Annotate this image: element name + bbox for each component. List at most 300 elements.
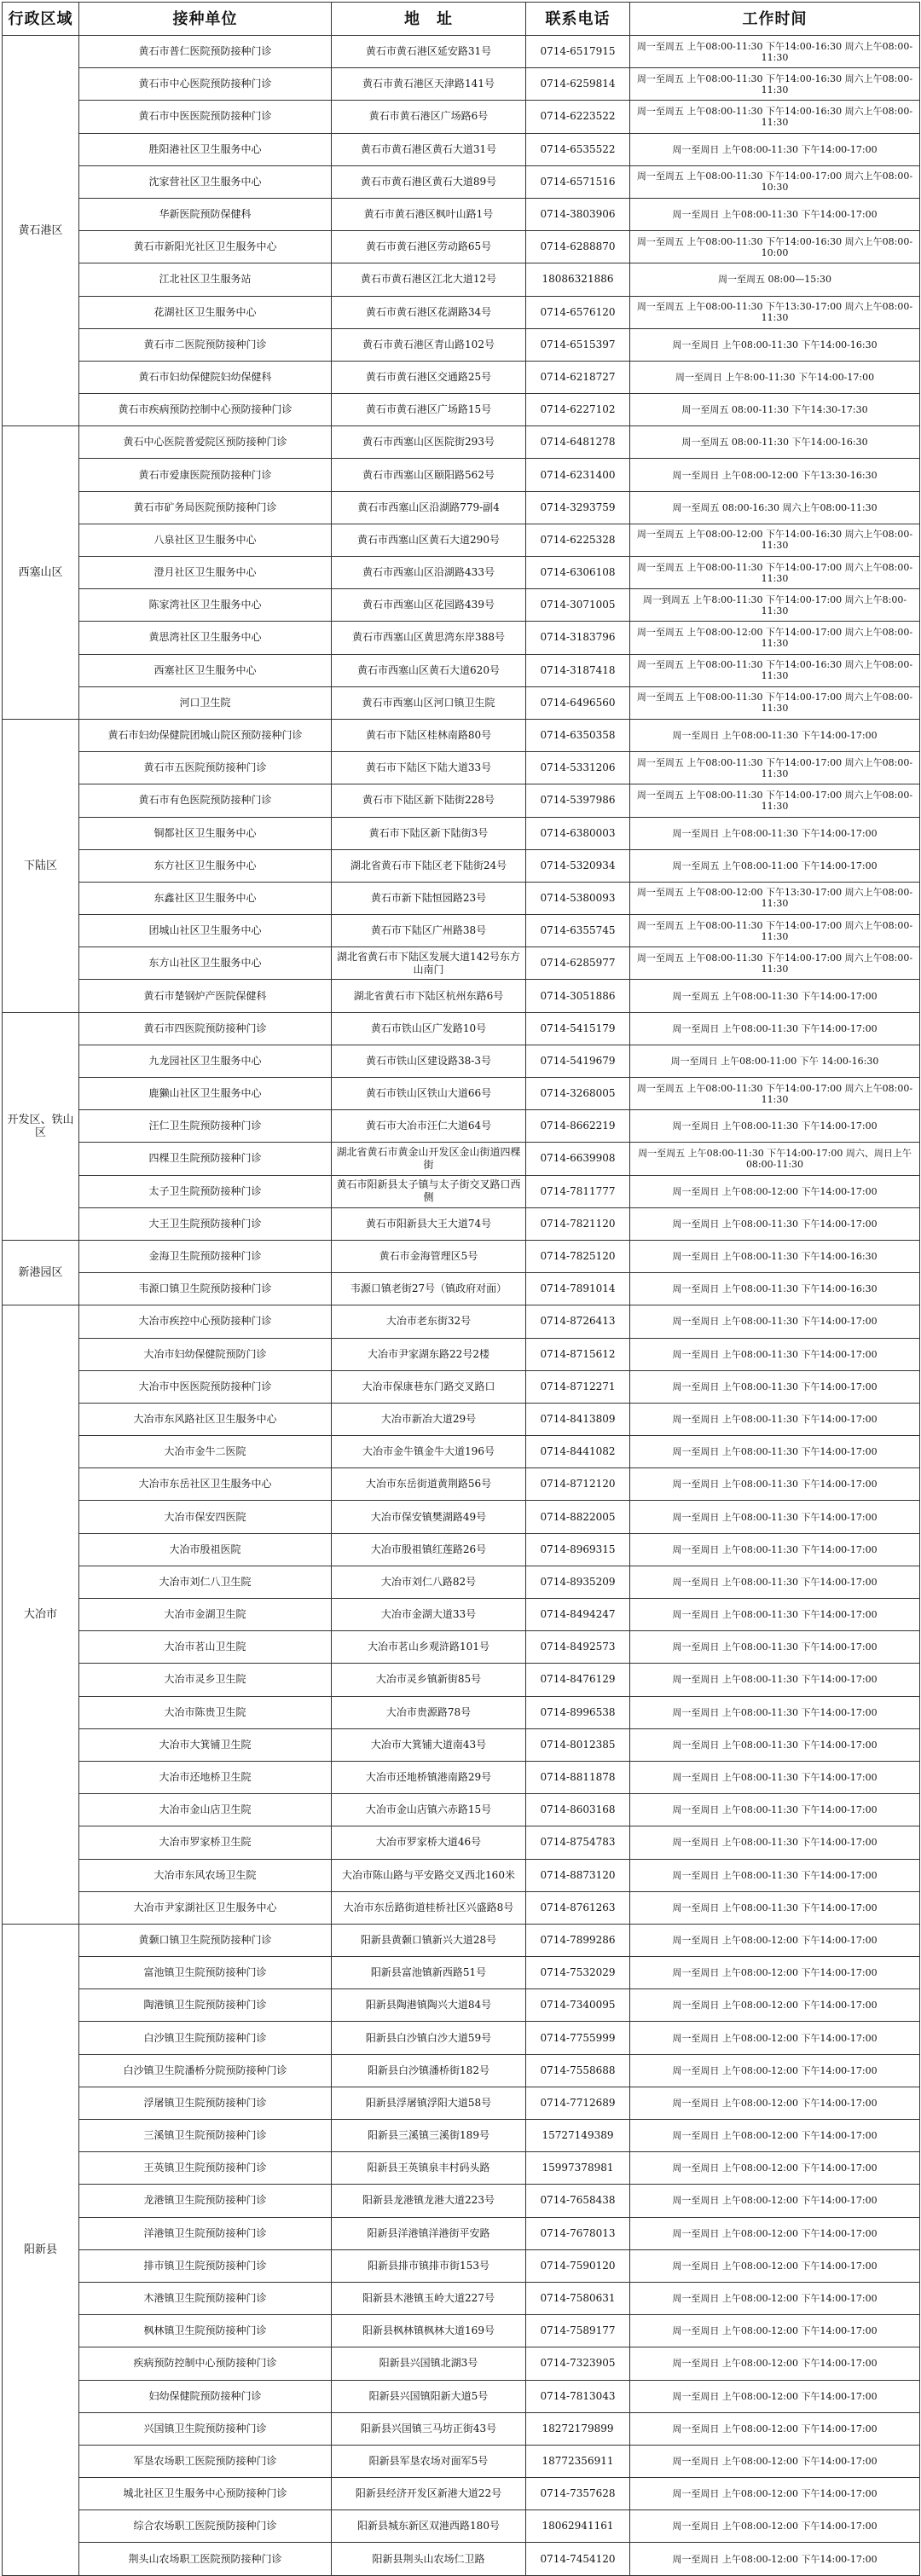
- table-row: [3, 2185, 920, 2217]
- phone-cell: 18772356911: [526, 2445, 630, 2477]
- table-row: [3, 947, 920, 980]
- unit-cell: 东方山社区卫生服务中心: [79, 947, 332, 980]
- hours-cell: 周一至周五 上午08:00-11:30 下午14:00-16:30 周六上午08:00-10:00: [630, 231, 920, 263]
- phone-cell: 0714-6639908: [526, 1143, 630, 1175]
- phone-cell: 0714-8873120: [526, 1859, 630, 1891]
- table-row: [3, 1370, 920, 1403]
- hours-cell: 周一至周日 上午08:00-12:00 下午14:00-17:00: [630, 2087, 920, 2119]
- hours-cell: 周一至周五 上午08:00-12:00 下午14:00-16:30 周六上午08:00-11:30: [630, 524, 920, 556]
- table-row: [3, 1012, 920, 1045]
- address-cell: 黄石市大冶市汪仁大道64号: [332, 1110, 526, 1143]
- table-row: [3, 784, 920, 817]
- hours-cell: 周一至周日 上午08:00-11:30 下午14:00-17:00: [630, 1501, 920, 1533]
- address-cell: 黄石市铁山区建设路38-3号: [332, 1045, 526, 1077]
- phone-cell: 0714-6285977: [526, 947, 630, 980]
- phone-cell: 0714-8996538: [526, 1696, 630, 1728]
- phone-cell: 0714-8476129: [526, 1664, 630, 1696]
- district-cell: 新港园区: [3, 1240, 79, 1305]
- phone-cell: 0714-5415179: [526, 1012, 630, 1045]
- table-row: [3, 133, 920, 165]
- hours-cell: 周一至周五 上午08:00-11:30 下午14:00-16:30 周六上午08:00-11:30: [630, 36, 920, 68]
- unit-cell: 排市镇卫生院预防接种门诊: [79, 2249, 332, 2282]
- phone-cell: 0714-8811878: [526, 1761, 630, 1793]
- unit-cell: 大王卫生院预防接种门诊: [79, 1207, 332, 1240]
- table-row: [3, 719, 920, 751]
- table-row: [3, 1436, 920, 1468]
- unit-cell: 大冶市东风路社区卫生服务中心: [79, 1403, 332, 1435]
- phone-cell: 0714-8969315: [526, 1533, 630, 1566]
- phone-cell: 0714-3183796: [526, 622, 630, 654]
- address-cell: 阳新县城东新区双港西路180号: [332, 2510, 526, 2543]
- unit-cell: 江北社区卫生服务站: [79, 263, 332, 296]
- address-cell: 韦源口镇老街27号（镇政府对面）: [332, 1273, 526, 1305]
- hours-cell: 周一至周五 上午08:00-11:30 下午14:00-17:00 周六上午08:00-11:30: [630, 557, 920, 589]
- table-row: [3, 1859, 920, 1891]
- address-cell: 黄石市西塞山区医院街293号: [332, 426, 526, 459]
- hours-cell: 周一至周五 上午08:00-12:00 下午13:30-17:00 周六上午08:00-11:30: [630, 882, 920, 914]
- table-row: [3, 1110, 920, 1143]
- address-cell: 阳新县陶港镇陶兴大道84号: [332, 1989, 526, 2022]
- hours-cell: 周一至周五 上午08:00-11:30 下午14:00-17:00 周六上午08:00-11:30: [630, 784, 920, 817]
- unit-cell: 大冶市疾控中心预防接种门诊: [79, 1305, 332, 1338]
- hours-cell: 周一至周日 上午08:00-11:00 下午 14:00-16:30: [630, 1045, 920, 1077]
- table-row: [3, 1826, 920, 1859]
- unit-cell: 黄石市疾病预防控制中心预防接种门诊: [79, 394, 332, 426]
- hours-cell: 周一至周日 上午08:00-11:30 下午14:00-17:00: [630, 1207, 920, 1240]
- hours-cell: 周一至周日 上午08:00-11:30 下午14:00-16:30: [630, 328, 920, 361]
- unit-cell: 汪仁卫生院预防接种门诊: [79, 1110, 332, 1143]
- hours-cell: 周一至周日 上午08:00-11:30 下午14:00-17:00: [630, 1631, 920, 1664]
- unit-cell: 军垦农场职工医院预防接种门诊: [79, 2445, 332, 2477]
- address-cell: 阳新县王英镇泉丰村码头路: [332, 2152, 526, 2185]
- phone-cell: 0714-7712689: [526, 2087, 630, 2119]
- unit-cell: 黄石市五医院预防接种门诊: [79, 752, 332, 784]
- phone-cell: 0714-6231400: [526, 459, 630, 491]
- hours-cell: 周一至周日 上午08:00-12:00 下午14:00-17:00: [630, 2445, 920, 2477]
- hours-cell: 周一到周五 上午8:00-11:30 下午14:00-17:00 周六上午8:00-11:30: [630, 589, 920, 622]
- address-cell: 阳新县三溪镇三溪街189号: [332, 2120, 526, 2152]
- address-cell: 黄石市西塞山区黄石大道620号: [332, 654, 526, 686]
- unit-cell: 大冶市东岳社区卫生服务中心: [79, 1468, 332, 1501]
- phone-cell: 0714-3803906: [526, 198, 630, 230]
- table-row: [3, 849, 920, 882]
- unit-cell: 花湖社区卫生服务中心: [79, 296, 332, 328]
- phone-cell: 0714-8441082: [526, 1436, 630, 1468]
- address-cell: 阳新县龙港镇龙港大道223号: [332, 2185, 526, 2217]
- address-cell: 大冶市金牛镇金牛大道196号: [332, 1436, 526, 1468]
- hours-cell: 周一至周日 上午08:00-12:00 下午14:00-17:00: [630, 2217, 920, 2249]
- phone-cell: 0714-3268005: [526, 1078, 630, 1110]
- address-cell: 黄石市黄石港区花湖路34号: [332, 296, 526, 328]
- hours-cell: 周一至周五 08:00-16:30 周六上午08:00-11:30: [630, 491, 920, 524]
- address-cell: 大冶市金山店镇六赤路15号: [332, 1794, 526, 1826]
- phone-cell: 0714-7821120: [526, 1207, 630, 1240]
- unit-cell: 澄月社区卫生服务中心: [79, 557, 332, 589]
- address-cell: 阳新县白沙镇潘桥街182号: [332, 2054, 526, 2087]
- hours-cell: 周一至周日 上午08:00-11:30 下午14:00-17:00: [630, 1566, 920, 1598]
- unit-cell: 浮屠镇卫生院预防接种门诊: [79, 2087, 332, 2119]
- phone-cell: 0714-7755999: [526, 2022, 630, 2054]
- address-cell: 大冶市东岳街道黄荆路56号: [332, 1468, 526, 1501]
- unit-cell: 大冶市尹家湖社区卫生服务中心: [79, 1891, 332, 1924]
- table-row: [3, 394, 920, 426]
- unit-cell: 大冶市金牛二医院: [79, 1436, 332, 1468]
- phone-cell: 15727149389: [526, 2120, 630, 2152]
- table-row: [3, 1273, 920, 1305]
- header-row: [3, 3, 920, 36]
- table-row: [3, 1468, 920, 1501]
- address-cell: 黄石市西塞山区黄石大道290号: [332, 524, 526, 556]
- address-cell: 大冶市老东街32号: [332, 1305, 526, 1338]
- unit-cell: 团城山社区卫生服务中心: [79, 915, 332, 947]
- hours-cell: 周一至周日 上午08:00-12:00 下午14:00-17:00: [630, 2249, 920, 2282]
- unit-cell: 大冶市殷祖医院: [79, 1533, 332, 1566]
- table-row: [3, 198, 920, 230]
- unit-cell: 大冶市大箕铺卫生院: [79, 1728, 332, 1761]
- unit-cell: 黄石中心医院普爱院区预防接种门诊: [79, 426, 332, 459]
- hours-cell: 周一至周日 上午08:00-11:30 下午14:00-17:00: [630, 1891, 920, 1924]
- table-header: [3, 3, 920, 36]
- address-cell: 大冶市新冶大道29号: [332, 1403, 526, 1435]
- hours-cell: 周一至周日 上午08:00-12:00 下午14:00-17:00: [630, 2054, 920, 2087]
- table-row: [3, 2543, 920, 2575]
- address-cell: 黄石市西塞山区沿湖路433号: [332, 557, 526, 589]
- table-row: [3, 1566, 920, 1598]
- unit-cell: 荆头山农场职工医院预防接种门诊: [79, 2543, 332, 2575]
- table-row: [3, 1696, 920, 1728]
- table-row: [3, 36, 920, 68]
- phone-cell: 0714-7811777: [526, 1175, 630, 1207]
- phone-cell: 0714-5331206: [526, 752, 630, 784]
- unit-cell: 妇幼保健院预防接种门诊: [79, 2380, 332, 2412]
- phone-cell: 0714-8761263: [526, 1891, 630, 1924]
- hours-cell: 周一至周日 上午08:00-11:30 下午14:00-17:00: [630, 1533, 920, 1566]
- table-row: [3, 2120, 920, 2152]
- table-row: [3, 2022, 920, 2054]
- table-row: [3, 1078, 920, 1110]
- phone-cell: 0714-6380003: [526, 817, 630, 849]
- phone-cell: 0714-6259814: [526, 68, 630, 101]
- address-cell: 黄石市铁山区广发路10号: [332, 1012, 526, 1045]
- address-cell: 阳新县富池镇新西路51号: [332, 1957, 526, 1989]
- hours-cell: 周一至周日 上午08:00-12:00 下午14:00-17:00: [630, 2412, 920, 2445]
- table-row: [3, 1143, 920, 1175]
- address-cell: 黄石市黄石港区劳动路65号: [332, 231, 526, 263]
- table-row: [3, 361, 920, 393]
- unit-cell: 黄石市普仁医院预防接种门诊: [79, 36, 332, 68]
- address-cell: 大冶市陈山路与平安路交叉西北160米: [332, 1859, 526, 1891]
- hours-cell: 周一至周日 上午08:00-12:00 下午14:00-17:00: [630, 2380, 920, 2412]
- phone-cell: 0714-7678013: [526, 2217, 630, 2249]
- address-cell: 黄石市下陆区新下陆街3号: [332, 817, 526, 849]
- hours-cell: 周一至周日 上午08:00-12:00 下午14:00-17:00: [630, 1989, 920, 2022]
- address-cell: 大冶市还地桥镇港南路29号: [332, 1761, 526, 1793]
- hours-cell: 周一至周五 上午08:00-11:30 下午13:30-17:00 周六上午08:00-11:30: [630, 296, 920, 328]
- address-cell: 黄石市黄石港区枫叶山路1号: [332, 198, 526, 230]
- phone-cell: 0714-7891014: [526, 1273, 630, 1305]
- hours-cell: 周一至周日 上午08:00-12:00 下午14:00-17:00: [630, 2022, 920, 2054]
- phone-cell: 0714-7589177: [526, 2315, 630, 2347]
- header-address: 地 址: [332, 3, 526, 36]
- phone-cell: 0714-3071005: [526, 589, 630, 622]
- table-row: [3, 1631, 920, 1664]
- address-cell: 大冶市大箕铺大道南43号: [332, 1728, 526, 1761]
- unit-cell: 沈家营社区卫生服务中心: [79, 165, 332, 198]
- unit-cell: 西塞社区卫生服务中心: [79, 654, 332, 686]
- table-row: [3, 101, 920, 133]
- table-row: [3, 2445, 920, 2477]
- hours-cell: 周一至周日 上午08:00-11:30 下午14:00-17:00: [630, 1728, 920, 1761]
- unit-cell: 洋港镇卫生院预防接种门诊: [79, 2217, 332, 2249]
- unit-cell: 太子卫生院预防接种门诊: [79, 1175, 332, 1207]
- table-row: [3, 1338, 920, 1370]
- phone-cell: 0714-8726413: [526, 1305, 630, 1338]
- table-row: [3, 2315, 920, 2347]
- table-row: [3, 1533, 920, 1566]
- unit-cell: 富池镇卫生院预防接种门诊: [79, 1957, 332, 1989]
- unit-cell: 大冶市金湖卫生院: [79, 1599, 332, 1631]
- unit-cell: 大冶市刘仁八卫生院: [79, 1566, 332, 1598]
- phone-cell: 18272179899: [526, 2412, 630, 2445]
- district-cell: 开发区、铁山区: [3, 1012, 79, 1240]
- hours-cell: 周一至周日 上午08:00-11:30 下午14:00-17:00: [630, 1110, 920, 1143]
- table-row: [3, 1761, 920, 1793]
- hours-cell: 周一至周日 上午08:00-11:30 下午14:00-17:00: [630, 1370, 920, 1403]
- table-row: [3, 1664, 920, 1696]
- phone-cell: 0714-8754783: [526, 1826, 630, 1859]
- address-cell: 黄石市西塞山区黄思湾东岸388号: [332, 622, 526, 654]
- table-row: [3, 817, 920, 849]
- table-row: [3, 1175, 920, 1207]
- address-cell: 黄石市阳新县太子镇与太子街交叉路口西侧: [332, 1175, 526, 1207]
- address-cell: 阳新县军垦农场对面军5号: [332, 2445, 526, 2477]
- table-row: [3, 980, 920, 1012]
- unit-cell: 鹿獭山社区卫生服务中心: [79, 1078, 332, 1110]
- phone-cell: 0714-8413809: [526, 1403, 630, 1435]
- phone-cell: 0714-7558688: [526, 2054, 630, 2087]
- table-row: [3, 2347, 920, 2380]
- table-row: [3, 165, 920, 198]
- address-cell: 湖北省黄石市下陆区发展大道142号东方山南门: [332, 947, 526, 980]
- hours-cell: 周一至周日 上午08:00-11:30 下午14:00-16:30: [630, 1273, 920, 1305]
- table-row: [3, 296, 920, 328]
- unit-cell: 铜都社区卫生服务中心: [79, 817, 332, 849]
- unit-cell: 黄石市妇幼保健院团城山院区预防接种门诊: [79, 719, 332, 751]
- header-hours: 工作时间: [630, 3, 920, 36]
- address-cell: 湖北省黄石市下陆区杭州东路6号: [332, 980, 526, 1012]
- unit-cell: 黄石市新阳光社区卫生服务中心: [79, 231, 332, 263]
- address-cell: 大冶市保康巷东门路交叉路口: [332, 1370, 526, 1403]
- unit-cell: 综合农场职工医院预防接种门诊: [79, 2510, 332, 2543]
- hours-cell: 周一至周日 上午08:00-11:30 下午14:00-17:00: [630, 1403, 920, 1435]
- table-row: [3, 1599, 920, 1631]
- table-row: [3, 2087, 920, 2119]
- hours-cell: 周一至周五 上午08:00-11:30 下午14:00-17:00 周六、周日上午08:00-11:30: [630, 1143, 920, 1175]
- hours-cell: 周一至周五 上午08:00-12:00 下午14:00-17:00 周六上午08:00-11:30: [630, 622, 920, 654]
- phone-cell: 0714-6517915: [526, 36, 630, 68]
- phone-cell: 0714-6535522: [526, 133, 630, 165]
- address-cell: 黄石市西塞山区河口镇卫生院: [332, 686, 526, 719]
- hours-cell: 周一至周五 08:00-11:30 下午14:30-17:30: [630, 394, 920, 426]
- unit-cell: 河口卫生院: [79, 686, 332, 719]
- address-cell: 阳新县排市镇排市街153号: [332, 2249, 526, 2282]
- phone-cell: 0714-8712271: [526, 1370, 630, 1403]
- table-row: [3, 1045, 920, 1077]
- table-row: [3, 491, 920, 524]
- address-cell: 黄石市黄石港区延安路31号: [332, 36, 526, 68]
- hours-cell: 周一至周日 上午08:00-12:00 下午14:00-17:00: [630, 2152, 920, 2185]
- address-cell: 大冶市罗家桥大道46号: [332, 1826, 526, 1859]
- phone-cell: 0714-6481278: [526, 426, 630, 459]
- phone-cell: 0714-7813043: [526, 2380, 630, 2412]
- hours-cell: 周一至周日 上午08:00-12:00 下午14:00-17:00: [630, 2120, 920, 2152]
- unit-cell: 大冶市罗家桥卫生院: [79, 1826, 332, 1859]
- phone-cell: 0714-8822005: [526, 1501, 630, 1533]
- district-cell: 西塞山区: [3, 426, 79, 720]
- hours-cell: 周一至周日 上午8:00-11:30 下午14:00-17:00: [630, 361, 920, 393]
- address-cell: 黄石市西塞山区沿湖路779-副4: [332, 491, 526, 524]
- table-row: [3, 231, 920, 263]
- address-cell: 大冶市灵乡镇新街85号: [332, 1664, 526, 1696]
- unit-cell: 黄思湾社区卫生服务中心: [79, 622, 332, 654]
- hours-cell: 周一至周五 上午08:00-11:30 下午14:00-17:00 周六上午08:00-11:30: [630, 947, 920, 980]
- table-row: [3, 654, 920, 686]
- address-cell: 黄石市下陆区新下陆街228号: [332, 784, 526, 817]
- address-cell: 黄石市黄石港区交通路25号: [332, 361, 526, 393]
- address-cell: 阳新县经济开发区新港大道22号: [332, 2478, 526, 2510]
- unit-cell: 黄石市楚钢炉产医院保健科: [79, 980, 332, 1012]
- address-cell: 大冶市贵源路78号: [332, 1696, 526, 1728]
- address-cell: 黄石市黄石港区黄石大道31号: [332, 133, 526, 165]
- phone-cell: 0714-6355745: [526, 915, 630, 947]
- table-body: [3, 36, 920, 2576]
- unit-cell: 韦源口镇卫生院预防接种门诊: [79, 1273, 332, 1305]
- address-cell: 黄石市西塞山区颐阳路562号: [332, 459, 526, 491]
- unit-cell: 疾病预防控制中心预防接种门诊: [79, 2347, 332, 2380]
- address-cell: 黄石市黄石港区黄石大道89号: [332, 165, 526, 198]
- hours-cell: 周一至周五 上午08:00-11:30 下午14:00-17:00 周六上午08:00-11:30: [630, 915, 920, 947]
- table-row: [3, 1891, 920, 1924]
- address-cell: 阳新县黄颡口镇新兴大道28号: [332, 1924, 526, 1956]
- address-cell: 黄石市下陆区桂林南路80号: [332, 719, 526, 751]
- unit-cell: 白沙镇卫生院预防接种门诊: [79, 2022, 332, 2054]
- phone-cell: 0714-8492573: [526, 1631, 630, 1664]
- phone-cell: 0714-6227102: [526, 394, 630, 426]
- table-row: [3, 2412, 920, 2445]
- district-cell: 下陆区: [3, 719, 79, 1012]
- table-row: [3, 426, 920, 459]
- unit-cell: 黄石市有色医院预防接种门诊: [79, 784, 332, 817]
- phone-cell: 0714-8712120: [526, 1468, 630, 1501]
- hours-cell: 周一至周五 08:00-11:30 下午14:00-16:30: [630, 426, 920, 459]
- address-cell: 黄石市黄石港区江北大道12号: [332, 263, 526, 296]
- table-row: [3, 459, 920, 491]
- phone-cell: 0714-6571516: [526, 165, 630, 198]
- hours-cell: 周一至周日 上午08:00-12:00 下午14:00-17:00: [630, 2510, 920, 2543]
- phone-cell: 0714-5380093: [526, 882, 630, 914]
- hours-cell: 周一至周五 上午08:00-11:30 下午14:00-16:30 周六上午08:00-11:30: [630, 68, 920, 101]
- table-row: [3, 2380, 920, 2412]
- phone-cell: 0714-6306108: [526, 557, 630, 589]
- hours-cell: 周一至周五 上午08:00-11:30 下午14:00-17:00 周六上午08:00-11:30: [630, 686, 920, 719]
- hours-cell: 周一至周日 上午08:00-11:30 下午14:00-17:00: [630, 1826, 920, 1859]
- hours-cell: 周一至周五 08:00—15:30: [630, 263, 920, 296]
- hours-cell: 周一至周日 上午08:00-11:30 下午14:00-17:00: [630, 1468, 920, 1501]
- unit-cell: 陶港镇卫生院预防接种门诊: [79, 1989, 332, 2022]
- unit-cell: 九龙园社区卫生服务中心: [79, 1045, 332, 1077]
- table-row: [3, 68, 920, 101]
- phone-cell: 0714-7590120: [526, 2249, 630, 2282]
- phone-cell: 0714-5419679: [526, 1045, 630, 1077]
- address-cell: 阳新县兴国镇阳新大道5号: [332, 2380, 526, 2412]
- phone-cell: 0714-6225328: [526, 524, 630, 556]
- district-cell: 大冶市: [3, 1305, 79, 1925]
- hours-cell: 周一至周日 上午08:00-11:30 下午14:00-17:00: [630, 1696, 920, 1728]
- unit-cell: 八泉社区卫生服务中心: [79, 524, 332, 556]
- hours-cell: 周一至周五 上午08:00-11:30 下午14:00-16:30 周六上午08:00-11:30: [630, 654, 920, 686]
- hours-cell: 周一至周五 上午08:00-11:00 下午14:00-17:00: [630, 849, 920, 882]
- address-cell: 阳新县浮屠镇浮阳大道58号: [332, 2087, 526, 2119]
- phone-cell: 18086321886: [526, 263, 630, 296]
- table-row: [3, 915, 920, 947]
- phone-cell: 0714-8935209: [526, 1566, 630, 1598]
- table-row: [3, 1240, 920, 1272]
- phone-cell: 0714-7899286: [526, 1924, 630, 1956]
- hours-cell: 周一至周日 上午08:00-11:30 下午14:00-17:00: [630, 719, 920, 751]
- table-row: [3, 2282, 920, 2314]
- unit-cell: 大冶市金山店卫生院: [79, 1794, 332, 1826]
- unit-cell: 黄石市中医医院预防接种门诊: [79, 101, 332, 133]
- hours-cell: 周一至周日 上午08:00-11:30 下午14:00-17:00: [630, 1664, 920, 1696]
- address-cell: 黄石市黄石港区广场路6号: [332, 101, 526, 133]
- unit-cell: 枫林镇卫生院预防接种门诊: [79, 2315, 332, 2347]
- unit-cell: 黄石市中心医院预防接种门诊: [79, 68, 332, 101]
- table-row: [3, 2152, 920, 2185]
- address-cell: 黄石市西塞山区花园路439号: [332, 589, 526, 622]
- address-cell: 黄石市下陆区下陆大道33号: [332, 752, 526, 784]
- table-row: [3, 752, 920, 784]
- table-row: [3, 1989, 920, 2022]
- unit-cell: 木港镇卫生院预防接种门诊: [79, 2282, 332, 2314]
- phone-cell: 0714-8012385: [526, 1728, 630, 1761]
- hours-cell: 周一至周日 上午08:00-12:00 下午14:00-17:00: [630, 1957, 920, 1989]
- hours-cell: 周一至周日 上午08:00-11:30 下午14:00-17:00: [630, 1305, 920, 1338]
- hours-cell: 周一至周日 上午08:00-12:00 下午14:00-17:00: [630, 2478, 920, 2510]
- unit-cell: 黄石市妇幼保健院妇幼保健科: [79, 361, 332, 393]
- table-row: [3, 2249, 920, 2282]
- hours-cell: 周一至周日 上午08:00-11:30 下午14:00-17:00: [630, 1012, 920, 1045]
- address-cell: 黄石市黄石港区天津路141号: [332, 68, 526, 101]
- table-row: [3, 882, 920, 914]
- phone-cell: 0714-6288870: [526, 231, 630, 263]
- address-cell: 湖北省黄石市下陆区老下陆街24号: [332, 849, 526, 882]
- address-cell: 大冶市东岳路街道桂桥社区兴盛路8号: [332, 1891, 526, 1924]
- address-cell: 阳新县枫林镇枫林大道169号: [332, 2315, 526, 2347]
- table-row: [3, 1794, 920, 1826]
- address-cell: 黄石市下陆区广州路38号: [332, 915, 526, 947]
- table-row: [3, 1207, 920, 1240]
- phone-cell: 0714-8603168: [526, 1794, 630, 1826]
- table-row: [3, 328, 920, 361]
- table-row: [3, 2054, 920, 2087]
- phone-cell: 15997378981: [526, 2152, 630, 2185]
- hours-cell: 周一至周日 上午08:00-12:00 下午14:00-17:00: [630, 1924, 920, 1956]
- hours-cell: 周一至周日 上午08:00-11:30 下午14:00-17:00: [630, 1436, 920, 1468]
- phone-cell: 0714-3293759: [526, 491, 630, 524]
- address-cell: 湖北省黄石市黄金山开发区金山街道四棵街: [332, 1143, 526, 1175]
- table-row: [3, 1501, 920, 1533]
- table-row: [3, 589, 920, 622]
